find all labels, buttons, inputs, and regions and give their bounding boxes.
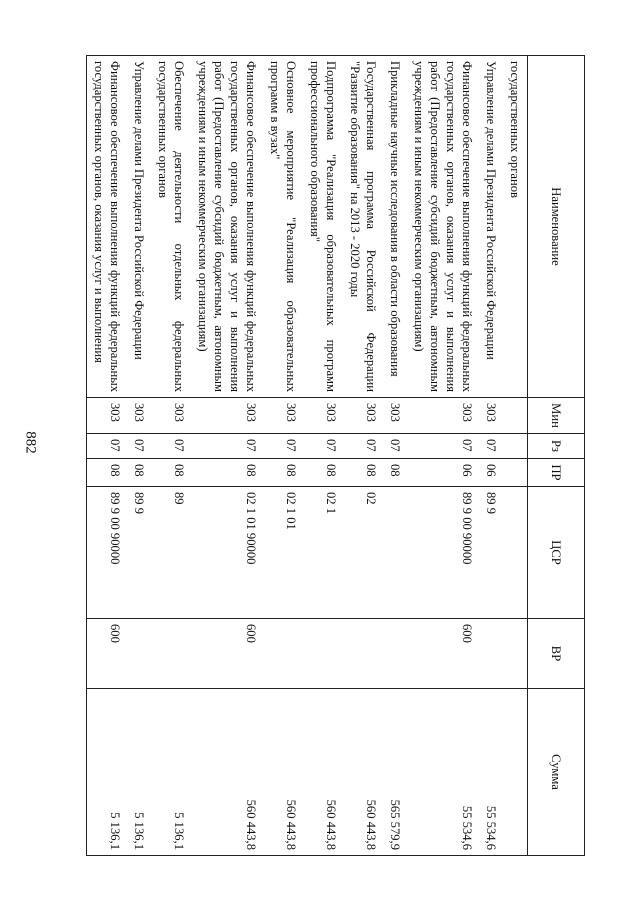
row-min: 303 <box>127 398 151 434</box>
row-name: Финансовое обеспечение выполнения функций федеральных государственных органов, оказания услуг и выполнения работ (Предоставление субсидий бюджетным, автономным учреждениям и иным некоммерческим организациям) <box>191 56 263 398</box>
row-name: Финансовое обеспечение выполнения функций федеральных государственных органов, оказания услуг и выполнения <box>87 56 128 398</box>
budget-table <box>86 55 585 856</box>
row-name: Основное мероприятие "Реализация образовательных программ в вузах" <box>263 56 303 398</box>
row-pr: 06 <box>407 459 479 487</box>
row-min: 303 <box>263 398 303 434</box>
table-row <box>303 56 343 856</box>
row-min: 303 <box>479 398 503 434</box>
row-min: 303 <box>343 398 383 434</box>
row-min: 303 <box>191 398 263 434</box>
row-rz: 07 <box>383 434 407 459</box>
row-min: 303 <box>87 398 128 434</box>
row-min: 303 <box>303 398 343 434</box>
row-csr: 89 9 <box>127 487 151 619</box>
page-number: 882 <box>22 431 39 454</box>
row-name: Государственная программа Российской Федерации "Развитие образования" на 2013 - 2020 годы <box>343 56 383 398</box>
row-csr: 02 1 <box>303 487 343 619</box>
table-row <box>407 56 479 856</box>
row-pr: 08 <box>87 459 128 487</box>
row-csr: 89 9 00 90000 <box>407 487 479 619</box>
table-row <box>191 56 263 856</box>
row-vr <box>263 619 303 689</box>
row-vr <box>151 619 191 689</box>
row-pr: 08 <box>127 459 151 487</box>
row-vr <box>303 619 343 689</box>
table-row <box>127 56 151 856</box>
row-pr: 08 <box>303 459 343 487</box>
row-vr <box>127 619 151 689</box>
row-rz: 07 <box>343 434 383 459</box>
row-rz: 07 <box>87 434 128 459</box>
header-sum: Сумма <box>528 689 585 856</box>
table-row <box>479 56 503 856</box>
table-row <box>343 56 383 856</box>
row-sum <box>503 689 528 856</box>
row-vr <box>343 619 383 689</box>
row-csr: 02 <box>343 487 383 619</box>
header-pr: ПР <box>528 459 585 487</box>
row-csr: 89 9 00 90000 <box>87 487 128 619</box>
table-row <box>503 56 528 856</box>
row-sum: 5 136,1 <box>127 689 151 856</box>
row-vr <box>503 619 528 689</box>
row-csr: 02 1 01 90000 <box>191 487 263 619</box>
row-min: 303 <box>383 398 407 434</box>
header-min: Мин <box>528 398 585 434</box>
row-rz: 07 <box>407 434 479 459</box>
header-vr: ВР <box>528 619 585 689</box>
row-sum: 560 443,8 <box>191 689 263 856</box>
row-sum: 5 136,1 <box>87 689 128 856</box>
row-name: Обеспечение деятельности отдельных федеральных государственных органов <box>151 56 191 398</box>
row-rz: 07 <box>191 434 263 459</box>
row-vr: 600 <box>87 619 128 689</box>
row-csr <box>503 487 528 619</box>
row-rz: 07 <box>263 434 303 459</box>
row-rz: 07 <box>151 434 191 459</box>
table-row <box>151 56 191 856</box>
row-sum: 55 534,6 <box>407 689 479 856</box>
row-pr <box>503 459 528 487</box>
row-sum: 560 443,8 <box>343 689 383 856</box>
rotated-table-container <box>75 55 585 855</box>
header-csr: ЦСР <box>528 487 585 619</box>
row-pr: 08 <box>151 459 191 487</box>
row-sum: 5 136,1 <box>151 689 191 856</box>
table-row <box>383 56 407 856</box>
row-vr <box>383 619 407 689</box>
row-csr: 89 <box>151 487 191 619</box>
row-pr: 08 <box>191 459 263 487</box>
table-row <box>87 56 128 856</box>
row-min: 303 <box>151 398 191 434</box>
row-min <box>503 398 528 434</box>
row-pr: 06 <box>479 459 503 487</box>
row-csr: 89 9 <box>479 487 503 619</box>
row-sum: 560 443,8 <box>263 689 303 856</box>
row-rz <box>503 434 528 459</box>
header-rz: Рз <box>528 434 585 459</box>
row-rz: 07 <box>127 434 151 459</box>
table-header-row <box>528 56 585 856</box>
row-csr <box>383 487 407 619</box>
row-name: государственных органов <box>503 56 528 398</box>
header-name: Наименование <box>528 56 585 398</box>
table-row <box>263 56 303 856</box>
row-pr: 08 <box>343 459 383 487</box>
row-name: Прикладные научные исследования в области образования <box>383 56 407 398</box>
row-name: Управление делами Президента Российской Федерации <box>127 56 151 398</box>
row-min: 303 <box>407 398 479 434</box>
row-pr: 08 <box>383 459 407 487</box>
row-pr: 08 <box>263 459 303 487</box>
row-sum: 565 579,9 <box>383 689 407 856</box>
row-vr: 600 <box>191 619 263 689</box>
row-rz: 07 <box>303 434 343 459</box>
row-rz: 07 <box>479 434 503 459</box>
row-vr <box>479 619 503 689</box>
row-name: Подпрограмма "Реализация образовательных программ профессионального образования" <box>303 56 343 398</box>
row-name: Управление делами Президента Российской Федерации <box>479 56 503 398</box>
row-sum: 560 443,8 <box>303 689 343 856</box>
row-csr: 02 1 01 <box>263 487 303 619</box>
row-sum: 55 534,6 <box>479 689 503 856</box>
row-name: Финансовое обеспечение выполнения функций федеральных государственных органов, оказания услуг и выполнения работ (Предоставление субсидий бюджетным, автономным учреждениям и иным некоммерческим организациям) <box>407 56 479 398</box>
row-vr: 600 <box>407 619 479 689</box>
